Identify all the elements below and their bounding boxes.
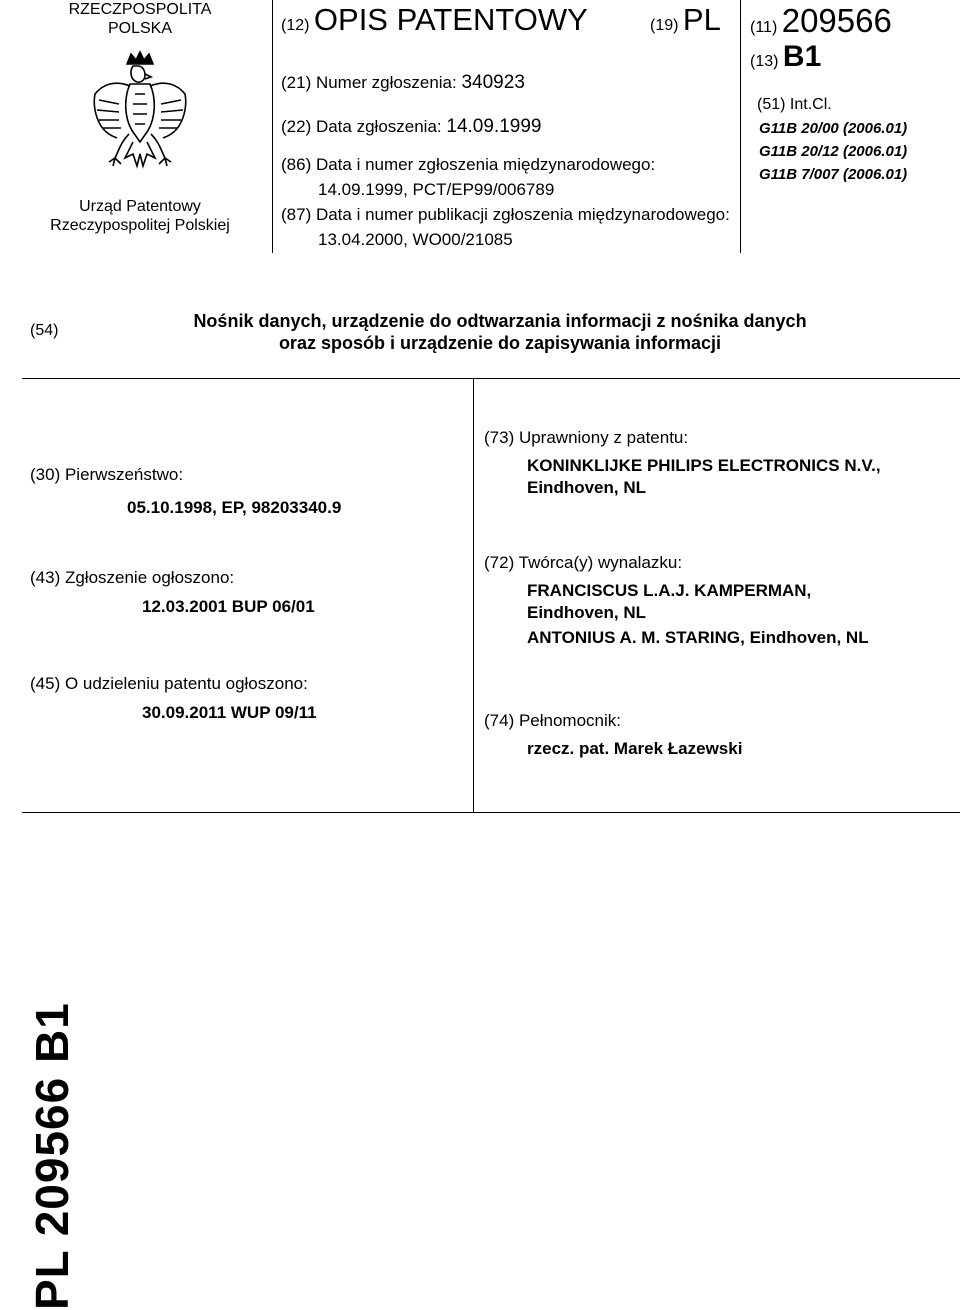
- country-line2: POLSKA: [107, 20, 173, 37]
- intl-publication-label: (87) Data i numer publikacji zgłoszenia międzynarodowego:: [281, 205, 730, 224]
- priority-label: (30) Pierwszeństwo:: [30, 465, 184, 484]
- inventor-1-line2: Eindhoven, NL: [527, 603, 646, 622]
- intl-application-label: (86) Data i numer zgłoszenia międzynarodowego:: [281, 155, 656, 174]
- owner-line1: KONINKLIJKE PHILIPS ELECTRONICS N.V.,: [527, 456, 881, 475]
- intl-application-value: 14.09.1999, PCT/EP99/006789: [318, 180, 555, 199]
- divider-horizontal-top: [22, 378, 960, 379]
- owner-value: [527, 455, 881, 499]
- title-line2: oraz sposób i urządzenie do zapisywania informacji: [278, 333, 722, 353]
- grant-published-label: (45) O udzieleniu patentu ogłoszono:: [30, 674, 308, 693]
- patent-office-name: [15, 197, 265, 235]
- application-number: [281, 72, 525, 94]
- divider-vertical-middle: [473, 378, 474, 812]
- patent-number-block: [750, 2, 892, 40]
- app-date-label: (22) Data zgłoszenia:: [281, 117, 442, 136]
- attorney-label: (74) Pełnomocnik:: [484, 711, 622, 730]
- country-name: [15, 0, 265, 38]
- doc-type: OPIS PATENTOWY: [313, 2, 588, 37]
- grant-published-value: 30.09.2011 WUP 09/11: [142, 703, 317, 722]
- country-code: PL: [682, 2, 721, 37]
- kind-code: B1: [782, 40, 822, 73]
- code-12: (12): [281, 17, 310, 34]
- divider-vertical-right: [740, 0, 741, 253]
- app-date-value: 14.09.1999: [446, 116, 542, 137]
- divider-vertical-left: [272, 0, 273, 253]
- app-number-label: (21) Numer zgłoszenia:: [281, 73, 457, 92]
- intl-publication-value: 13.04.2000, WO00/21085: [318, 230, 513, 249]
- inventor-1-line1: FRANCISCUS L.A.J. KAMPERMAN,: [527, 581, 812, 600]
- divider-horizontal-bottom: [22, 812, 960, 813]
- int-cl-code-2: G11B 20/12 (2006.01): [759, 143, 908, 160]
- app-number-value: 340923: [461, 72, 525, 93]
- code-13: (13): [750, 53, 779, 70]
- int-cl-label: (51) Int.Cl.: [757, 96, 832, 113]
- app-published-value: 12.03.2001 BUP 06/01: [142, 597, 315, 616]
- int-cl-code-1: G11B 20/00 (2006.01): [759, 120, 908, 137]
- owner-label: (73) Uprawniony z patentu:: [484, 428, 689, 447]
- title-code: (54): [30, 322, 59, 339]
- eagle-emblem-icon: [85, 50, 195, 185]
- office-line2: Rzeczypospolitej Polskiej: [50, 217, 230, 234]
- code-11: (11): [750, 19, 778, 36]
- priority-value: 05.10.1998, EP, 98203340.9: [127, 498, 342, 517]
- kind-code-block: [750, 40, 821, 74]
- country-line1: RZECZPOSPOLITA: [68, 1, 212, 18]
- inventor-1: [527, 580, 811, 624]
- patent-title: [100, 310, 900, 354]
- application-date: [281, 116, 541, 138]
- app-published-label: (43) Zgłoszenie ogłoszono:: [30, 568, 235, 587]
- doc-type-heading: [281, 2, 588, 38]
- side-stamp: PL 209566 B1: [26, 1002, 78, 1310]
- int-cl-code-3: G11B 7/007 (2006.01): [759, 166, 908, 183]
- inventor-2: ANTONIUS A. M. STARING, Eindhoven, NL: [527, 628, 869, 647]
- office-line1: Urząd Patentowy: [79, 198, 201, 215]
- inventor-label: (72) Twórca(y) wynalazku:: [484, 553, 683, 572]
- attorney-value: rzecz. pat. Marek Łazewski: [527, 739, 743, 758]
- owner-line2: Eindhoven, NL: [527, 478, 646, 497]
- country-code-block: [650, 2, 721, 38]
- code-19: (19): [650, 17, 679, 34]
- patent-number: 209566: [781, 2, 892, 39]
- title-line1: Nośnik danych, urządzenie do odtwarzania informacji z nośnika danych: [193, 311, 807, 331]
